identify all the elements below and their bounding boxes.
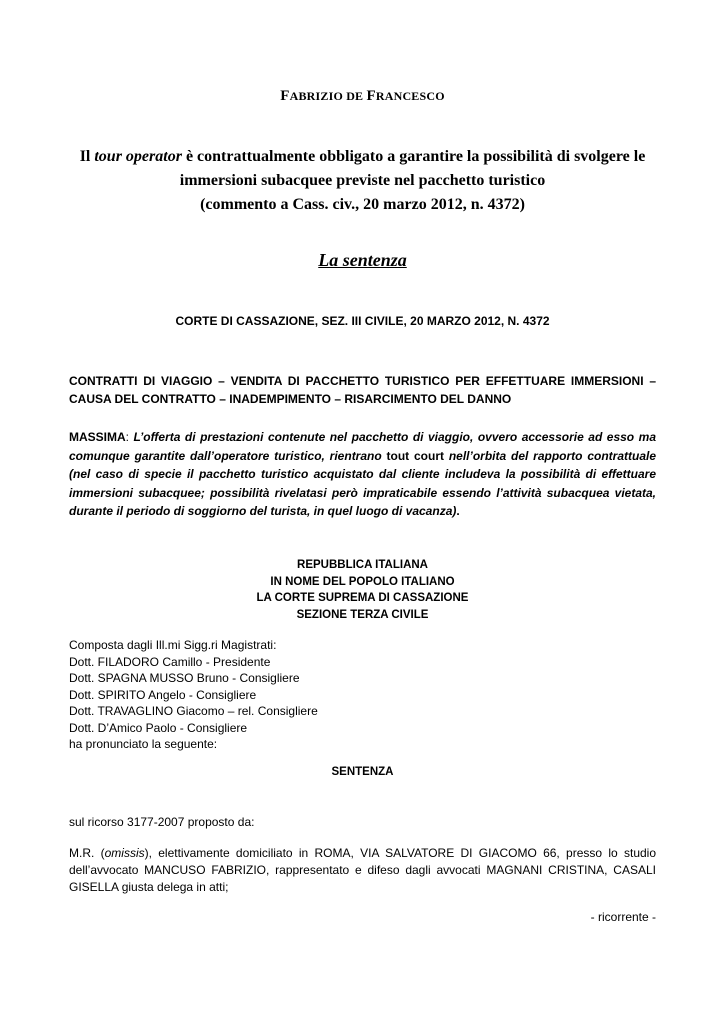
composition-line: ha pronunciato la seguente:: [69, 737, 218, 751]
court-line: CORTE DI CASSAZIONE, SEZ. III CIVILE, 20 MARZO 2012, N. 4372: [175, 314, 550, 328]
header-line: SEZIONE TERZA CIVILE: [296, 608, 429, 621]
court-header-block: [0, 557, 725, 623]
headline-line-1: Il tour operator è contrattualmente obbligato a garantire la possibilità di svolgere le: [79, 148, 646, 165]
header-line: REPUBBLICA ITALIANA: [297, 559, 428, 571]
subject-keywords: CONTRATTI DI VIAGGIO – VENDITA DI PACCHETTO TURISTICO PER EFFETTUARE IMMERSIONI – CAUSA DEL CONTRATTO – INADEMPIMENTO – RISARCIMENTO DEL DANNO: [69, 374, 656, 406]
party-paragraph: M.R. (omissis), elettivamente domiciliato in ROMA, VIA SALVATORE DI GIACOMO 66, presso lo studio dell’avvocato MANCUSO FABRIZIO, rappresentato e difeso dagli avvocati MAGNANI CRISTINA, CASALI GISELLA giusta delega in atti;: [69, 846, 657, 894]
sentenza-heading: SENTENZA: [331, 766, 394, 778]
massima-label: MASSIMA: [69, 430, 126, 444]
ricorrente-label: - ricorrente -: [590, 910, 656, 924]
composition-line: Composta dagli Ill.mi Sigg.ri Magistrati:: [69, 638, 277, 652]
composition-line: Dott. SPIRITO Angelo - Consigliere: [69, 687, 257, 702]
composition-line: Dott. D’Amico Paolo - Consigliere: [69, 720, 248, 735]
massima-paragraph: MASSIMA: L’offerta di prestazioni contenute nel pacchetto di viaggio, ovvero accessorie ad esso ma comunque garantite dall’operatore turistico, rientrano tout court nell’orbita del rapporto contrattuale (nel caso di specie il pacchetto turistico acquistato dal cliente includeva la possibilità di effettuare immersioni subacquee; possibilità rivelatasi però impraticabile essendo l’attività subacquea vietata, durante il periodo di soggiorno del turista, in quel luogo di vacanza).: [69, 430, 657, 518]
ricorso-line: sul ricorso 3177-2007 proposto da:: [69, 815, 255, 829]
composition-list: [69, 637, 656, 753]
author-name: FABRIZIO DE FRANCESCO: [280, 88, 445, 104]
header-line: IN NOME DEL POPOLO ITALIANO: [270, 575, 455, 588]
composition-line: Dott. SPAGNA MUSSO Bruno - Consigliere: [69, 671, 300, 685]
composition-line: Dott. FILADORO Camillo - Presidente: [69, 654, 271, 669]
article-headline: [69, 145, 656, 217]
header-line: LA CORTE SUPREMA DI CASSAZIONE: [256, 592, 469, 604]
section-title: La sentenza: [318, 250, 407, 270]
composition-line: Dott. TRAVAGLINO Giacomo – rel. Consigliere: [69, 704, 318, 718]
headline-line-3: (commento a Cass. civ., 20 marzo 2012, n. 4372): [200, 196, 525, 213]
headline-line-2: immersioni subacquee previste nel pacchetto turistico: [179, 172, 546, 189]
